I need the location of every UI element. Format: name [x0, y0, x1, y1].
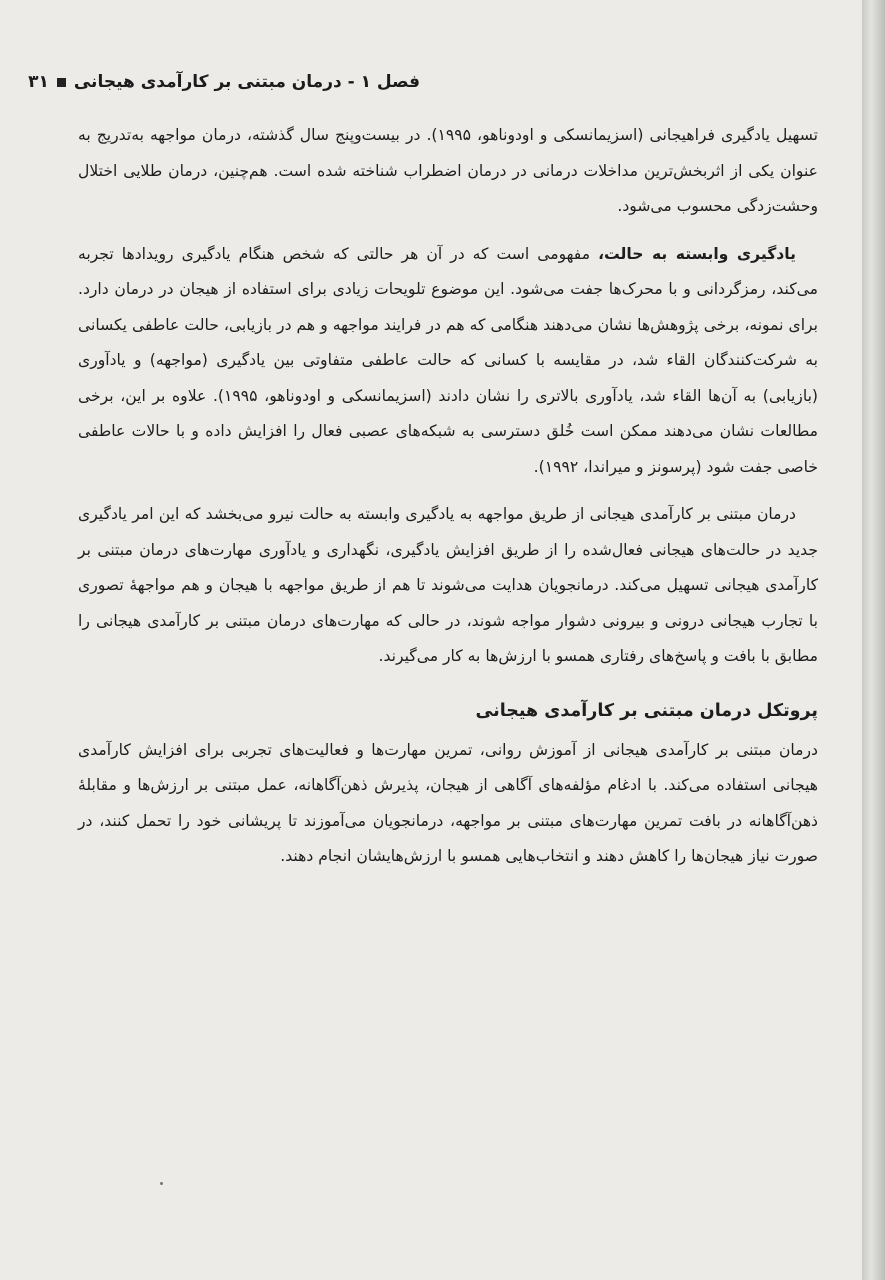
running-header	[28, 72, 420, 92]
paragraph-4: درمان مبتنی بر کارآمدی هیجانی از آموزش روانی، تمرین مهارت‌ها و فعالیت‌های تجربی برای افزایش کارآمدی هیجانی استفاده می‌کند. با ادغام مؤلفه‌های آگاهی از هیجان، پذیرش ذهن‌آگاهانه، عمل مبتنی بر ارزش‌ها و مقابلهٔ ذهن‌آگاهانه در بافت تمرین مهارت‌های مبتنی بر مواجهه، درمانجویان می‌آموزند تا پریشانی خود را تحمل کنند، در صورت نیاز هیجان‌ها را کاهش دهند و انتخاب‌هایی همسو با ارزش‌هایشان انجام دهند.	[78, 740, 818, 865]
bold-term: یادگیری وابسته به حالت،	[598, 244, 796, 263]
body-text	[78, 118, 818, 887]
section-heading: پروتکل درمان مبتنی بر کارآمدی هیجانی	[475, 700, 818, 721]
paragraph-2	[78, 237, 818, 486]
square-separator-icon	[57, 78, 66, 87]
paragraph-3: درمان مبتنی بر کارآمدی هیجانی از طریق مواجهه به یادگیری وابسته به حالت نیرو می‌بخشد که این امر یادگیری جدید در حالت‌های هیجانی فعال‌شده را از طریق افزایش یادگیری، نگهداری و یادآوری مهارت‌های درمان مبتنی بر کارآمدی هیجانی تسهیل می‌کند. درمانجویان هدایت می‌شوند تا هم از طریق مواجهه با هیجان و هم مواجههٔ تصوری با تجارب هیجانی درونی و بیرونی دشوار مواجه شوند، در حالی که مهارت‌های درمان مبتنی بر کارآمدی هیجانی را مطابق با بافت و پاسخ‌های رفتاری همسو با ارزش‌ها به کار می‌گیرند.	[78, 505, 818, 665]
page-edge	[862, 0, 885, 1280]
ink-dot	[160, 1182, 163, 1185]
page-number: ۳۱	[28, 72, 49, 92]
paragraph-1: تسهیل یادگیری فراهیجانی (اسزیمانسکی و اودوناهو، ۱۹۹۵). در بیست‌وپنج سال گذشته، درمان مواجهه به‌تدریج به عنوان یکی از اثربخش‌ترین مداخلات درمانی در درمان اضطراب شناخته شده است. هم‌چنین، درمان طلایی اختلال وحشت‌زدگی محسوب می‌شود.	[78, 126, 818, 215]
paragraph-2-text: مفهومی است که در آن هر حالتی که شخص هنگام یادگیری رویدادها تجربه می‌کند، رمزگردانی و با محرک‌ها جفت می‌شود. این موضوع تلویحات زیادی برای استفاده از هیجان در درمان دارد. برای نمونه، برخی پژوهش‌ها نشان می‌دهند هنگامی که هم در فرایند مواجهه و هم در بازیابی، حالت عاطفی یکسانی به شرکت‌کنندگان القاء شد، در مقایسه با کسانی که حالت عاطفی متفاوتی بین یادگیری (مواجهه) و یادآوری (بازیابی) به آن‌ها القاء شد، یادآوری بالاتری را نشان دادند (اسزیمانسکی و اودوناهو، ۱۹۹۵). علاوه بر این، برخی مطالعات نشان می‌دهند ممکن است خُلق دسترسی به شبکه‌های عصبی فعال را افزایش داده و با حالات عاطفی خاصی جفت شود (پرسونز و میراندا، ۱۹۹۲).	[78, 244, 819, 476]
header-title: فصل ۱ - درمان مبتنی بر کارآمدی هیجانی	[73, 72, 420, 92]
